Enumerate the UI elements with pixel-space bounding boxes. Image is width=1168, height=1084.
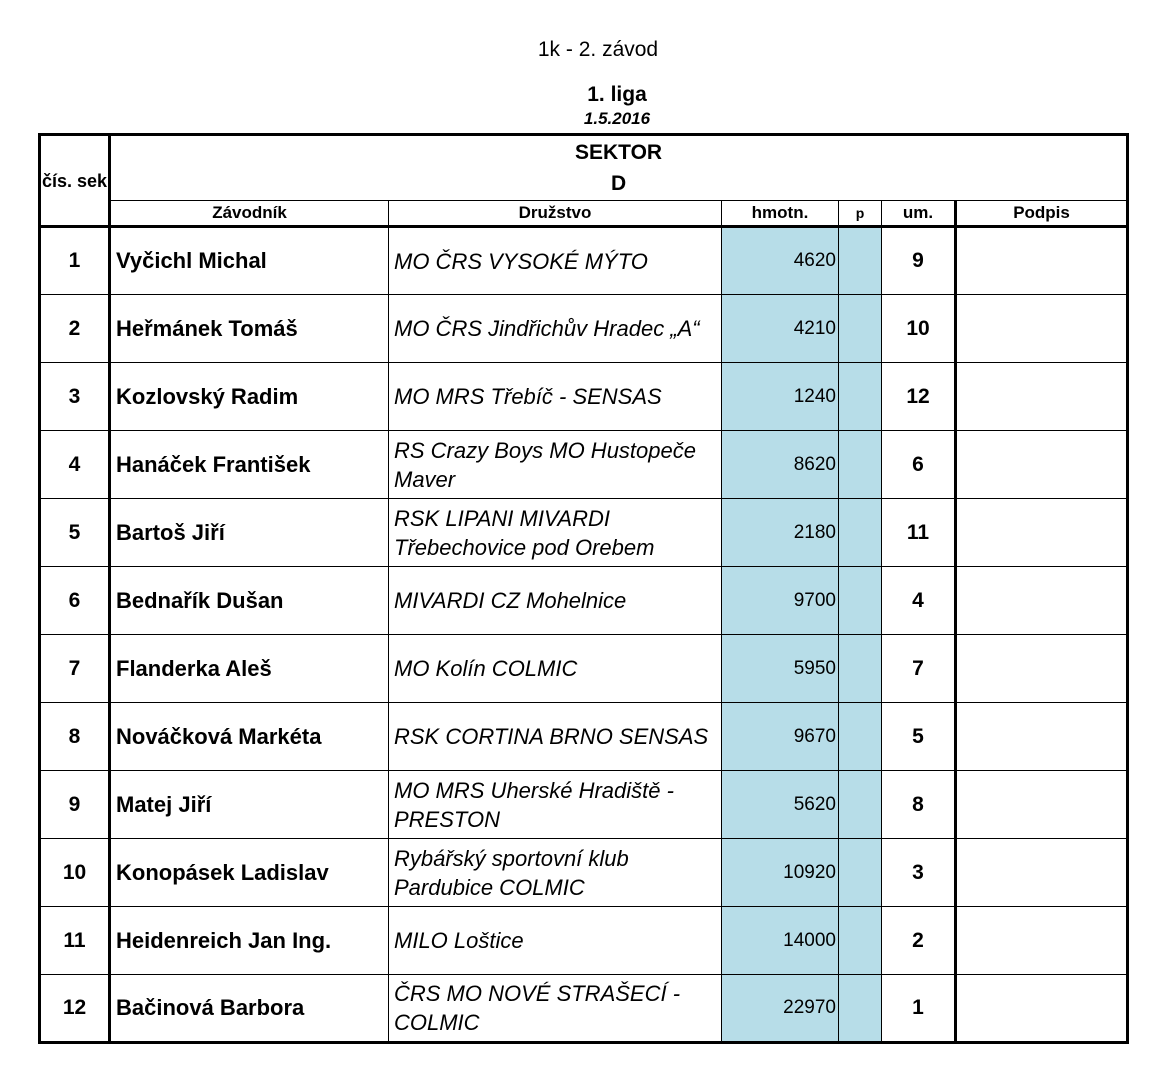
competitor-name: Heřmánek Tomáš [110, 295, 389, 363]
competitor-team: MILO Loštice [389, 907, 722, 975]
placement: 5 [882, 703, 956, 771]
competitor-number: 3 [40, 363, 110, 431]
placement: 9 [882, 227, 956, 295]
table-row [40, 363, 1128, 431]
table-row [40, 227, 1128, 295]
document-title: 1k - 2. závod [537, 38, 659, 61]
competitor-name: Flanderka Aleš [110, 635, 389, 703]
table-row [40, 771, 1128, 839]
catch-weight: 2180 [722, 499, 839, 567]
col-header-rank: um. [882, 201, 956, 227]
sector-label: SEKTOR [574, 141, 663, 164]
penalty-cell [839, 295, 882, 363]
competitor-number: 4 [40, 431, 110, 499]
catch-weight: 8620 [722, 431, 839, 499]
competitor-number: 6 [40, 567, 110, 635]
catch-weight: 22970 [722, 975, 839, 1043]
table-row [40, 295, 1128, 363]
signature-cell [956, 771, 1128, 839]
competitor-number: 11 [40, 907, 110, 975]
competitor-team: MIVARDI CZ Mohelnice [389, 567, 722, 635]
competitor-team: MO MRS Třebíč - SENSAS [389, 363, 722, 431]
signature-cell [956, 839, 1128, 907]
sector-value: D [610, 172, 627, 195]
table-row [40, 635, 1128, 703]
placement: 2 [882, 907, 956, 975]
competitor-team: RS Crazy Boys MO Hustopeče Maver [389, 431, 722, 499]
signature-cell [956, 499, 1128, 567]
competitor-name: Matej Jiří [110, 771, 389, 839]
placement: 8 [882, 771, 956, 839]
penalty-cell [839, 907, 882, 975]
competitor-name: Vyčichl Michal [110, 227, 389, 295]
competitor-name: Kozlovský Radim [110, 363, 389, 431]
signature-cell [956, 363, 1128, 431]
competitor-name: Nováčková Markéta [110, 703, 389, 771]
competitor-team: MO ČRS VYSOKÉ MÝTO [389, 227, 722, 295]
signature-cell [956, 907, 1128, 975]
sector-number-header: čís. sek [40, 135, 110, 227]
competitor-name: Bednařík Dušan [110, 567, 389, 635]
catch-weight: 14000 [722, 907, 839, 975]
competitor-number: 12 [40, 975, 110, 1043]
event-date: 1.5.2016 [583, 109, 651, 128]
col-header-weight: hmotn. [722, 201, 839, 227]
table-row [40, 431, 1128, 499]
catch-weight: 9700 [722, 567, 839, 635]
competitor-name: Bartoš Jiří [110, 499, 389, 567]
competitor-team: RSK LIPANI MIVARDI Třebechovice pod Orebem [389, 499, 722, 567]
competitor-number: 5 [40, 499, 110, 567]
penalty-cell [839, 839, 882, 907]
sector-header [110, 135, 1128, 201]
table-row [40, 839, 1128, 907]
catch-weight: 5620 [722, 771, 839, 839]
competitor-number: 8 [40, 703, 110, 771]
competitor-number: 2 [40, 295, 110, 363]
penalty-cell [839, 771, 882, 839]
col-header-team: Družstvo [389, 201, 722, 227]
penalty-cell [839, 567, 882, 635]
penalty-cell [839, 499, 882, 567]
placement: 6 [882, 431, 956, 499]
placement: 10 [882, 295, 956, 363]
competitor-name: Konopásek Ladislav [110, 839, 389, 907]
signature-cell [956, 295, 1128, 363]
league-name: 1. liga [587, 83, 647, 106]
placement: 3 [882, 839, 956, 907]
placement: 7 [882, 635, 956, 703]
competitor-name: Heidenreich Jan Ing. [110, 907, 389, 975]
penalty-cell [839, 703, 882, 771]
signature-cell [956, 975, 1128, 1043]
col-header-signature: Podpis [956, 201, 1128, 227]
penalty-cell [839, 975, 882, 1043]
col-header-penalty: p [839, 201, 882, 227]
competitor-team: Rybářský sportovní klub Pardubice COLMIC [389, 839, 722, 907]
results-table [38, 133, 1129, 1044]
penalty-cell [839, 227, 882, 295]
competitor-team: RSK CORTINA BRNO SENSAS [389, 703, 722, 771]
competitor-team: MO MRS Uherské Hradiště - PRESTON [389, 771, 722, 839]
competitor-team: ČRS MO NOVÉ STRAŠECÍ - COLMIC [389, 975, 722, 1043]
placement: 4 [882, 567, 956, 635]
catch-weight: 10920 [722, 839, 839, 907]
competitor-number: 1 [40, 227, 110, 295]
competitor-team: MO ČRS Jindřichův Hradec „A“ [389, 295, 722, 363]
signature-cell [956, 703, 1128, 771]
signature-cell [956, 227, 1128, 295]
catch-weight: 9670 [722, 703, 839, 771]
signature-cell [956, 567, 1128, 635]
table-row [40, 703, 1128, 771]
penalty-cell [839, 635, 882, 703]
placement: 11 [882, 499, 956, 567]
competitor-name: Bačinová Barbora [110, 975, 389, 1043]
penalty-cell [839, 431, 882, 499]
penalty-cell [839, 363, 882, 431]
competitor-team: MO Kolín COLMIC [389, 635, 722, 703]
catch-weight: 4210 [722, 295, 839, 363]
competitor-number: 9 [40, 771, 110, 839]
table-row [40, 907, 1128, 975]
competitor-number: 10 [40, 839, 110, 907]
competitor-name: Hanáček František [110, 431, 389, 499]
signature-cell [956, 635, 1128, 703]
table-row [40, 975, 1128, 1043]
placement: 1 [882, 975, 956, 1043]
col-header-name: Závodník [110, 201, 389, 227]
table-row [40, 499, 1128, 567]
signature-cell [956, 431, 1128, 499]
catch-weight: 5950 [722, 635, 839, 703]
catch-weight: 4620 [722, 227, 839, 295]
competitor-number: 7 [40, 635, 110, 703]
catch-weight: 1240 [722, 363, 839, 431]
placement: 12 [882, 363, 956, 431]
table-row [40, 567, 1128, 635]
